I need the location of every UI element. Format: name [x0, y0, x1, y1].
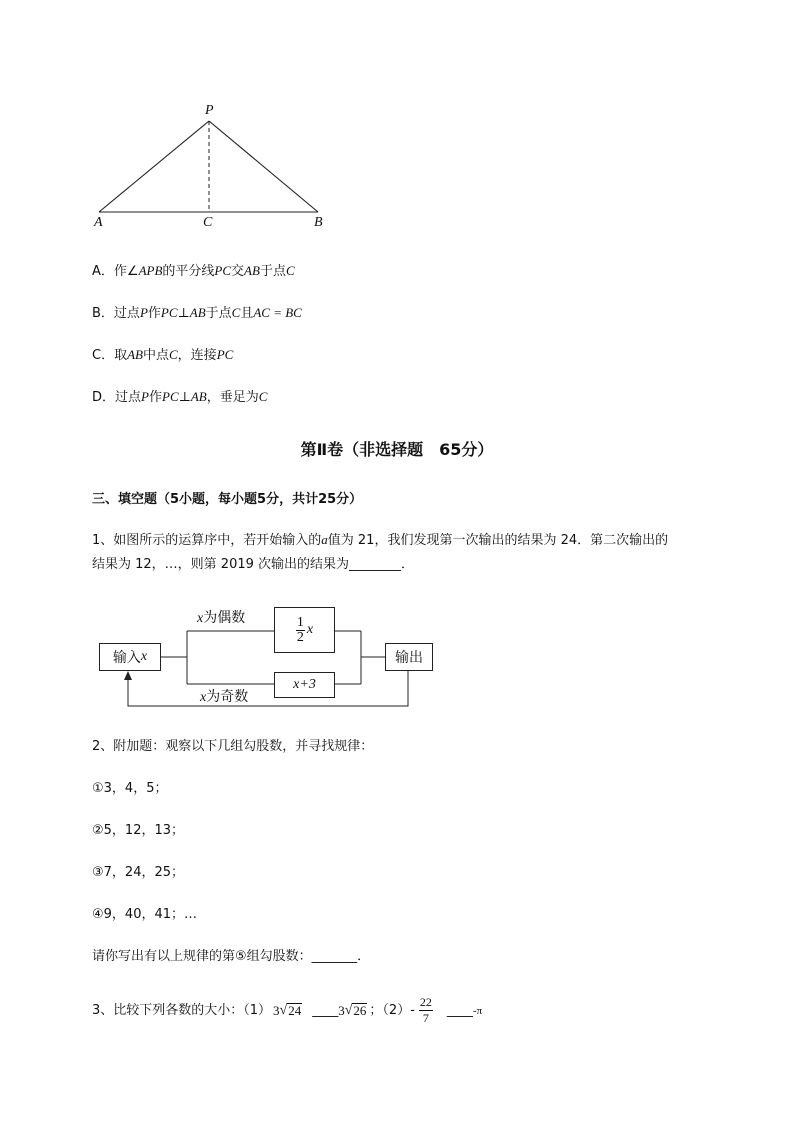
- pythagorean-group-4: ④9，40，41；…: [92, 907, 198, 922]
- section-header: 三、填空题（5小题，每小题5分，共计25分）: [92, 492, 363, 507]
- input-box: 输入 x: [99, 643, 161, 671]
- label-c: C: [203, 215, 213, 230]
- fraction-22-over-7: $\frac{22}{7}$: [419, 995, 432, 1025]
- output-box: 输出: [385, 643, 433, 671]
- fraction-one-half: $\frac{1}{2}$: [296, 614, 304, 645]
- label-b: B: [314, 215, 323, 230]
- label-a: A: [94, 215, 103, 230]
- x-plus-3-box: x+3: [274, 672, 335, 698]
- sqrt-26: √ 26: [344, 1002, 367, 1018]
- question-2-ask: 请你写出有以上规律的第⑤组勾股数：_______．: [92, 949, 371, 964]
- option-b[interactable]: B．过点P作PC⊥AB于点C且AC = BC: [92, 305, 302, 321]
- option-c[interactable]: C．取AB中点C，连接PC: [92, 347, 234, 363]
- question-1-line-2: 结果为 12，…，则第 2019 次输出的结果为________．: [92, 557, 415, 572]
- half-x-box: $\frac{1}{2}$ x: [274, 607, 335, 653]
- question-3: 3、比较下列各数的大小：（1） 3 √ 24 ____ 3 √ 26 ；（2） - $\frac{22}{7}$ ____ -π: [92, 995, 483, 1025]
- flow-feedback-arrowhead: [124, 671, 132, 680]
- question-1-line-1: 1、如图所示的运算序中，若开始输入的a值为 21，我们发现第一次输出的结果为 24．第二次输出的: [92, 532, 669, 548]
- odd-condition-label: x为奇数: [200, 689, 249, 705]
- pythagorean-group-3: ③7，24，25；: [92, 865, 185, 880]
- sqrt-24: √ 24: [279, 1002, 302, 1018]
- pythagorean-group-2: ②5，12，13；: [92, 823, 185, 838]
- part-title: 第Ⅱ卷（非选择题 65分）: [300, 440, 494, 459]
- question-2-intro: 2、附加题：观察以下几组勾股数，并寻找规律：: [92, 739, 374, 754]
- pythagorean-group-1: ①3，4，5；: [92, 781, 168, 796]
- option-a[interactable]: A．作∠APB的平分线PC交AB于点C: [92, 263, 295, 279]
- flow-feedback-loop: [128, 669, 408, 706]
- label-p: P: [205, 103, 214, 118]
- option-d[interactable]: D．过点P作PC⊥AB，垂足为C: [92, 389, 268, 405]
- even-condition-label: x为偶数: [197, 610, 246, 626]
